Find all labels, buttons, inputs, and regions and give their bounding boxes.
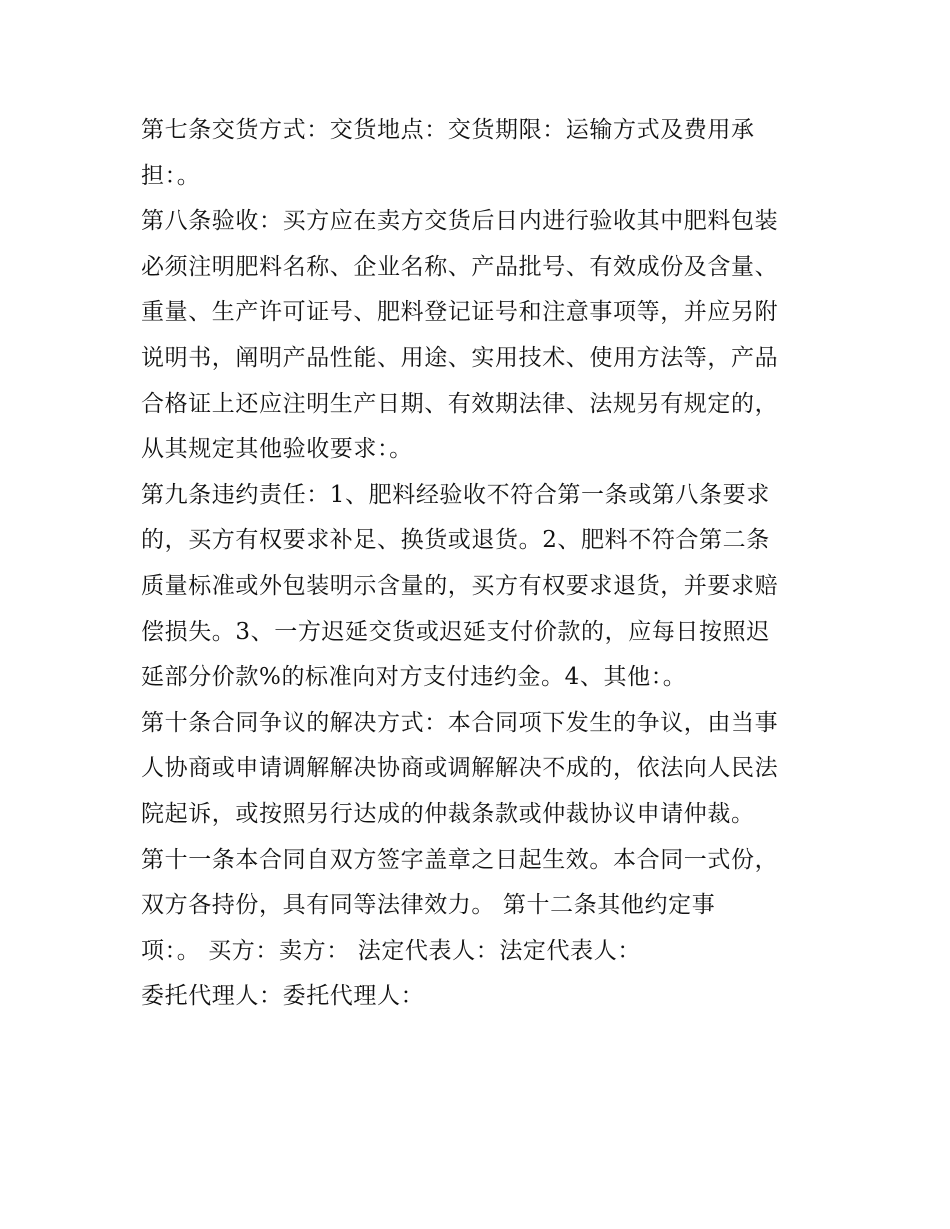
text-line: 第十条合同争议的解决方式：本合同项下发生的争议，由当事 — [141, 709, 779, 736]
text-line: 合格证上还应注明生产日期、有效期法律、法规另有规定的， — [141, 390, 779, 417]
text-line: 的，买方有权要求补足、换货或退货。2、肥料不符合第二条 — [141, 527, 770, 554]
text-line: 第七条交货方式：交货地点：交货期限：运输方式及费用承 — [141, 117, 755, 143]
text-line: 从其规定其他验收要求：。 — [141, 436, 413, 463]
text-line: 第八条验收：买方应在卖方交货后日内进行验收其中肥料包装 — [141, 208, 779, 235]
text-line: 延部分价款%的标准向对方支付违约金。4、其他：。 — [141, 664, 687, 691]
text-line: 院起诉，或按照另行达成的仲裁条款或仲裁协议申请仲裁。 — [141, 800, 755, 827]
text-line: 第九条违约责任：1、肥料经验收不符合第一条或第八条要求 — [141, 481, 770, 508]
text-line: 委托代理人：委托代理人： — [141, 983, 425, 1010]
text-line: 第十一条本合同自双方签字盖章之日起生效。本合同一式份， — [141, 846, 779, 873]
text-line: 偿损失。3、一方迟延交货或迟延支付价款的，应每日按照迟 — [141, 618, 770, 645]
text-line: 担：。 — [141, 162, 201, 189]
text-line: 双方各持份，具有同等法律效力。 第十二条其他约定事 — [141, 892, 716, 919]
text-line: 质量标准或外包装明示含量的，买方有权要求退货，并要求赔 — [141, 572, 779, 599]
contract-text — [141, 108, 821, 1020]
text-line: 项：。 买方：卖方： 法定代表人：法定代表人： — [141, 937, 641, 964]
text-line: 必须注明肥料名称、企业名称、产品批号、有效成份及含量、 — [141, 253, 779, 280]
text-line: 重量、生产许可证号、肥料登记证号和注意事项等，并应另附 — [141, 299, 779, 326]
text-line: 说明书，阐明产品性能、用途、实用技术、使用方法等，产品 — [141, 344, 779, 371]
text-line: 人协商或申请调解解决协商或调解解决不成的，依法向人民法 — [141, 755, 779, 782]
